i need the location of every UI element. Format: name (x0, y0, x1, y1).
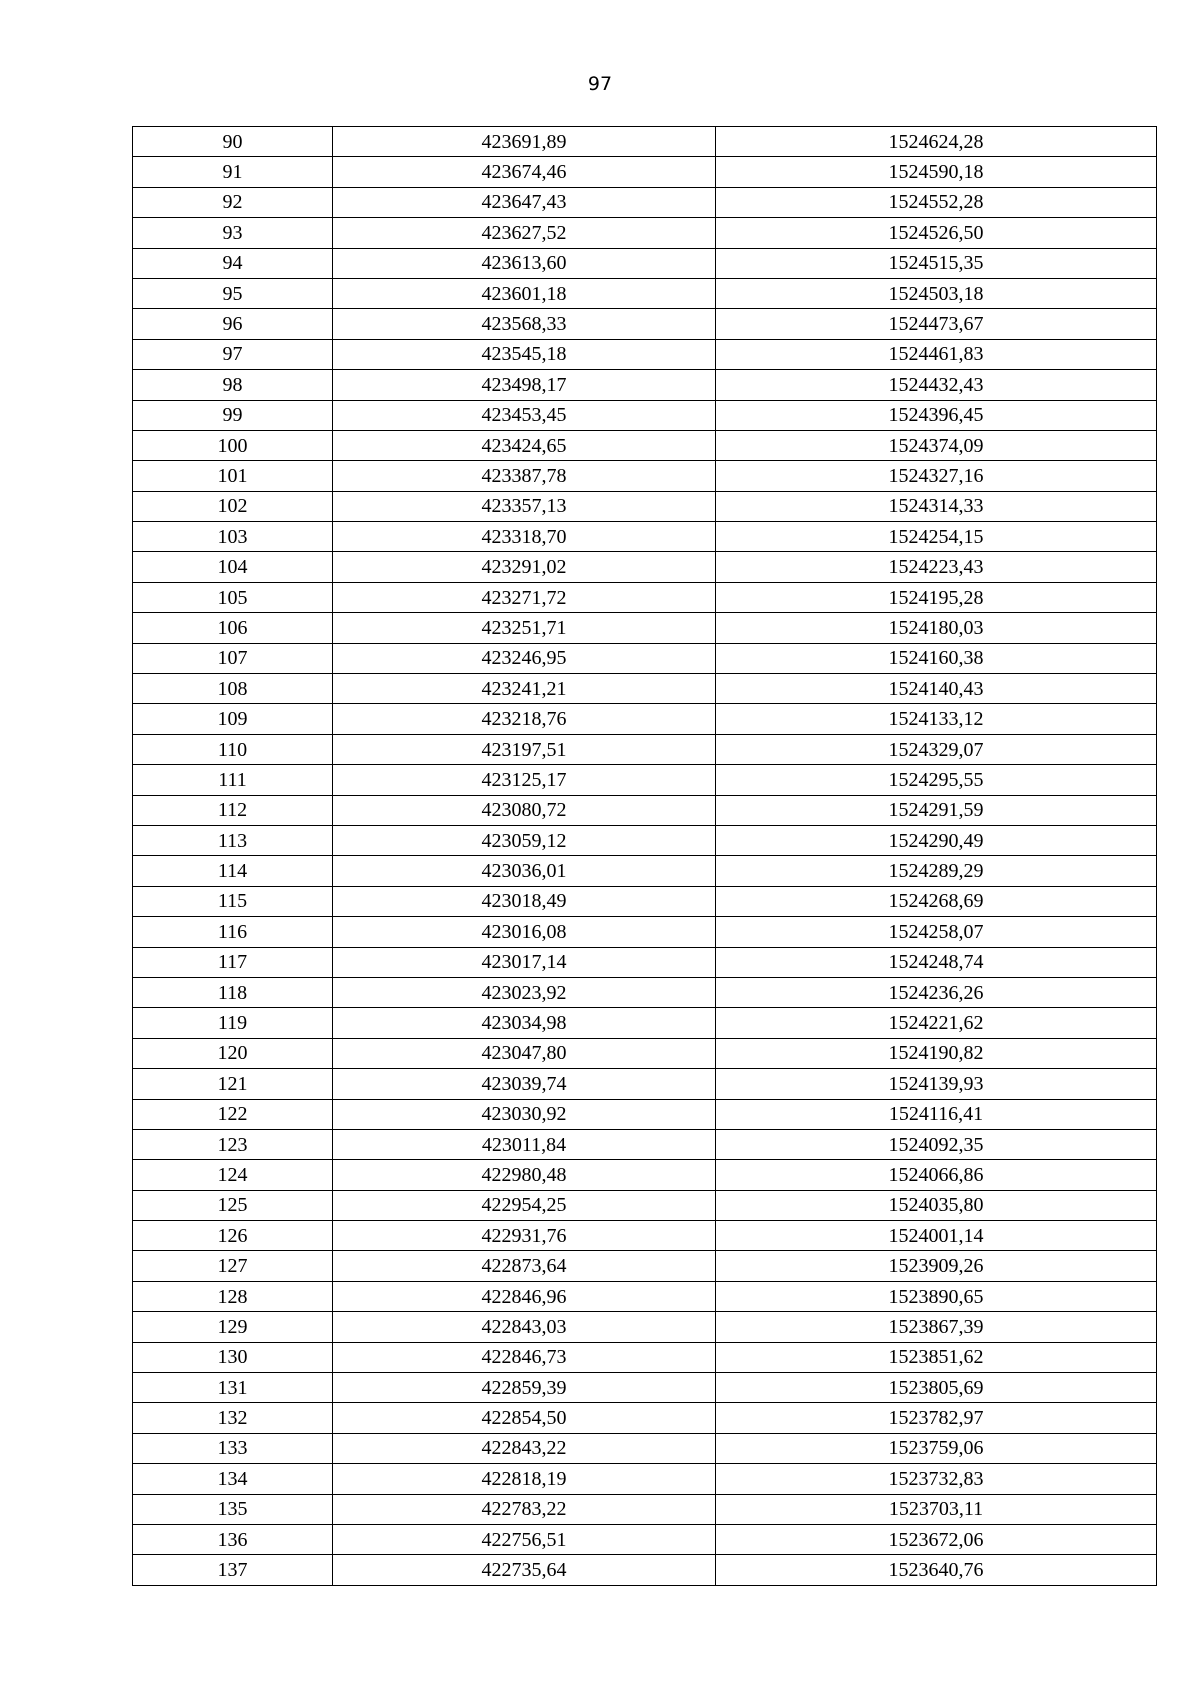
table-row (133, 187, 1157, 217)
point-number-cell: 92 (133, 187, 333, 217)
y-coordinate-cell: 1523890,65 (716, 1281, 1157, 1311)
y-coordinate-cell: 1524295,55 (716, 765, 1157, 795)
table-row (133, 1373, 1157, 1403)
point-number-cell: 132 (133, 1403, 333, 1433)
table-row (133, 370, 1157, 400)
point-number-cell: 103 (133, 522, 333, 552)
table-row (133, 886, 1157, 916)
x-coordinate-cell: 423034,98 (333, 1008, 716, 1038)
table-row (133, 795, 1157, 825)
point-number-cell: 113 (133, 825, 333, 855)
x-coordinate-cell: 423080,72 (333, 795, 716, 825)
y-coordinate-cell: 1524432,43 (716, 370, 1157, 400)
y-coordinate-cell: 1524190,82 (716, 1038, 1157, 1068)
table-row (133, 1251, 1157, 1281)
point-number-cell: 107 (133, 643, 333, 673)
y-coordinate-cell: 1524258,07 (716, 917, 1157, 947)
y-coordinate-cell: 1523805,69 (716, 1373, 1157, 1403)
x-coordinate-cell: 423387,78 (333, 461, 716, 491)
point-number-cell: 119 (133, 1008, 333, 1038)
y-coordinate-cell: 1524461,83 (716, 339, 1157, 369)
table-row (133, 977, 1157, 1007)
table-row (133, 400, 1157, 430)
point-number-cell: 121 (133, 1069, 333, 1099)
y-coordinate-cell: 1524195,28 (716, 582, 1157, 612)
table-row (133, 491, 1157, 521)
x-coordinate-cell: 422735,64 (333, 1555, 716, 1585)
x-coordinate-cell: 423241,21 (333, 674, 716, 704)
y-coordinate-cell: 1524526,50 (716, 218, 1157, 248)
x-coordinate-cell: 423030,92 (333, 1099, 716, 1129)
y-coordinate-cell: 1524503,18 (716, 278, 1157, 308)
x-coordinate-cell: 422843,22 (333, 1433, 716, 1463)
point-number-cell: 134 (133, 1464, 333, 1494)
x-coordinate-cell: 422846,73 (333, 1342, 716, 1372)
point-number-cell: 123 (133, 1129, 333, 1159)
x-coordinate-cell: 423568,33 (333, 309, 716, 339)
table-row (133, 947, 1157, 977)
point-number-cell: 108 (133, 674, 333, 704)
y-coordinate-cell: 1524139,93 (716, 1069, 1157, 1099)
table-row (133, 1069, 1157, 1099)
point-number-cell: 98 (133, 370, 333, 400)
x-coordinate-cell: 423453,45 (333, 400, 716, 430)
point-number-cell: 111 (133, 765, 333, 795)
point-number-cell: 117 (133, 947, 333, 977)
y-coordinate-cell: 1524066,86 (716, 1160, 1157, 1190)
point-number-cell: 127 (133, 1251, 333, 1281)
y-coordinate-cell: 1524248,74 (716, 947, 1157, 977)
x-coordinate-cell: 423613,60 (333, 248, 716, 278)
table-row (133, 309, 1157, 339)
table-row (133, 765, 1157, 795)
y-coordinate-cell: 1524268,69 (716, 886, 1157, 916)
y-coordinate-cell: 1524160,38 (716, 643, 1157, 673)
x-coordinate-cell: 423647,43 (333, 187, 716, 217)
point-number-cell: 129 (133, 1312, 333, 1342)
y-coordinate-cell: 1524290,49 (716, 825, 1157, 855)
x-coordinate-cell: 423125,17 (333, 765, 716, 795)
y-coordinate-cell: 1524396,45 (716, 400, 1157, 430)
x-coordinate-cell: 422846,96 (333, 1281, 716, 1311)
y-coordinate-cell: 1523909,26 (716, 1251, 1157, 1281)
point-number-cell: 97 (133, 339, 333, 369)
point-number-cell: 90 (133, 127, 333, 157)
point-number-cell: 94 (133, 248, 333, 278)
x-coordinate-cell: 423291,02 (333, 552, 716, 582)
x-coordinate-cell: 423251,71 (333, 613, 716, 643)
y-coordinate-cell: 1523703,11 (716, 1494, 1157, 1524)
point-number-cell: 114 (133, 856, 333, 886)
x-coordinate-cell: 423017,14 (333, 947, 716, 977)
table-row (133, 704, 1157, 734)
x-coordinate-cell: 422873,64 (333, 1251, 716, 1281)
y-coordinate-cell: 1523867,39 (716, 1312, 1157, 1342)
y-coordinate-cell: 1524624,28 (716, 127, 1157, 157)
point-number-cell: 125 (133, 1190, 333, 1220)
y-coordinate-cell: 1524327,16 (716, 461, 1157, 491)
x-coordinate-cell: 423036,01 (333, 856, 716, 886)
point-number-cell: 95 (133, 278, 333, 308)
y-coordinate-cell: 1524116,41 (716, 1099, 1157, 1129)
y-coordinate-cell: 1524001,14 (716, 1221, 1157, 1251)
y-coordinate-cell: 1523640,76 (716, 1555, 1157, 1585)
x-coordinate-cell: 423246,95 (333, 643, 716, 673)
x-coordinate-cell: 423691,89 (333, 127, 716, 157)
x-coordinate-cell: 422818,19 (333, 1464, 716, 1494)
y-coordinate-cell: 1523851,62 (716, 1342, 1157, 1372)
point-number-cell: 91 (133, 157, 333, 187)
coordinates-table-body (133, 127, 1157, 1586)
table-row (133, 582, 1157, 612)
x-coordinate-cell: 423271,72 (333, 582, 716, 612)
x-coordinate-cell: 423039,74 (333, 1069, 716, 1099)
y-coordinate-cell: 1524289,29 (716, 856, 1157, 886)
y-coordinate-cell: 1524552,28 (716, 187, 1157, 217)
y-coordinate-cell: 1523782,97 (716, 1403, 1157, 1433)
point-number-cell: 136 (133, 1524, 333, 1554)
point-number-cell: 130 (133, 1342, 333, 1372)
table-row (133, 157, 1157, 187)
table-row (133, 1160, 1157, 1190)
y-coordinate-cell: 1524092,35 (716, 1129, 1157, 1159)
x-coordinate-cell: 422859,39 (333, 1373, 716, 1403)
table-row (133, 552, 1157, 582)
y-coordinate-cell: 1524236,26 (716, 977, 1157, 1007)
table-row (133, 1008, 1157, 1038)
point-number-cell: 110 (133, 734, 333, 764)
table-row (133, 1281, 1157, 1311)
point-number-cell: 124 (133, 1160, 333, 1190)
point-number-cell: 109 (133, 704, 333, 734)
point-number-cell: 131 (133, 1373, 333, 1403)
point-number-cell: 126 (133, 1221, 333, 1251)
y-coordinate-cell: 1524473,67 (716, 309, 1157, 339)
y-coordinate-cell: 1524254,15 (716, 522, 1157, 552)
table-row (133, 643, 1157, 673)
y-coordinate-cell: 1524035,80 (716, 1190, 1157, 1220)
table-row (133, 1494, 1157, 1524)
point-number-cell: 112 (133, 795, 333, 825)
table-row (133, 522, 1157, 552)
table-row (133, 127, 1157, 157)
y-coordinate-cell: 1523732,83 (716, 1464, 1157, 1494)
y-coordinate-cell: 1524314,33 (716, 491, 1157, 521)
point-number-cell: 128 (133, 1281, 333, 1311)
table-row (133, 1221, 1157, 1251)
y-coordinate-cell: 1524221,62 (716, 1008, 1157, 1038)
table-row (133, 1099, 1157, 1129)
table-row (133, 734, 1157, 764)
table-row (133, 1524, 1157, 1554)
point-number-cell: 93 (133, 218, 333, 248)
point-number-cell: 106 (133, 613, 333, 643)
point-number-cell: 104 (133, 552, 333, 582)
x-coordinate-cell: 422931,76 (333, 1221, 716, 1251)
table-row (133, 1555, 1157, 1585)
table-row (133, 1038, 1157, 1068)
point-number-cell: 100 (133, 430, 333, 460)
table-row (133, 674, 1157, 704)
table-row (133, 917, 1157, 947)
y-coordinate-cell: 1524180,03 (716, 613, 1157, 643)
table-row (133, 1312, 1157, 1342)
x-coordinate-cell: 423218,76 (333, 704, 716, 734)
point-number-cell: 120 (133, 1038, 333, 1068)
y-coordinate-cell: 1524329,07 (716, 734, 1157, 764)
y-coordinate-cell: 1524140,43 (716, 674, 1157, 704)
x-coordinate-cell: 423023,92 (333, 977, 716, 1007)
page-number: 97 (587, 73, 613, 95)
table-row (133, 1342, 1157, 1372)
x-coordinate-cell: 422783,22 (333, 1494, 716, 1524)
y-coordinate-cell: 1524133,12 (716, 704, 1157, 734)
x-coordinate-cell: 422756,51 (333, 1524, 716, 1554)
x-coordinate-cell: 423627,52 (333, 218, 716, 248)
x-coordinate-cell: 423545,18 (333, 339, 716, 369)
x-coordinate-cell: 422980,48 (333, 1160, 716, 1190)
table-row (133, 613, 1157, 643)
y-coordinate-cell: 1524374,09 (716, 430, 1157, 460)
point-number-cell: 122 (133, 1099, 333, 1129)
point-number-cell: 135 (133, 1494, 333, 1524)
x-coordinate-cell: 423018,49 (333, 886, 716, 916)
x-coordinate-cell: 423197,51 (333, 734, 716, 764)
x-coordinate-cell: 423424,65 (333, 430, 716, 460)
x-coordinate-cell: 423357,13 (333, 491, 716, 521)
point-number-cell: 96 (133, 309, 333, 339)
point-number-cell: 115 (133, 886, 333, 916)
x-coordinate-cell: 422843,03 (333, 1312, 716, 1342)
x-coordinate-cell: 422954,25 (333, 1190, 716, 1220)
point-number-cell: 116 (133, 917, 333, 947)
table-row (133, 1464, 1157, 1494)
x-coordinate-cell: 423498,17 (333, 370, 716, 400)
point-number-cell: 101 (133, 461, 333, 491)
x-coordinate-cell: 422854,50 (333, 1403, 716, 1433)
table-row (133, 1403, 1157, 1433)
table-row (133, 1433, 1157, 1463)
point-number-cell: 99 (133, 400, 333, 430)
point-number-cell: 137 (133, 1555, 333, 1585)
y-coordinate-cell: 1524515,35 (716, 248, 1157, 278)
point-number-cell: 105 (133, 582, 333, 612)
y-coordinate-cell: 1523759,06 (716, 1433, 1157, 1463)
y-coordinate-cell: 1523672,06 (716, 1524, 1157, 1554)
x-coordinate-cell: 423016,08 (333, 917, 716, 947)
y-coordinate-cell: 1524590,18 (716, 157, 1157, 187)
table-row (133, 825, 1157, 855)
x-coordinate-cell: 423047,80 (333, 1038, 716, 1068)
point-number-cell: 133 (133, 1433, 333, 1463)
table-row (133, 430, 1157, 460)
table-row (133, 1190, 1157, 1220)
table-row (133, 1129, 1157, 1159)
x-coordinate-cell: 423674,46 (333, 157, 716, 187)
x-coordinate-cell: 423601,18 (333, 278, 716, 308)
coordinates-table (132, 126, 1157, 1586)
x-coordinate-cell: 423011,84 (333, 1129, 716, 1159)
table-row (133, 856, 1157, 886)
table-row (133, 339, 1157, 369)
x-coordinate-cell: 423059,12 (333, 825, 716, 855)
y-coordinate-cell: 1524291,59 (716, 795, 1157, 825)
table-row (133, 248, 1157, 278)
table-row (133, 461, 1157, 491)
x-coordinate-cell: 423318,70 (333, 522, 716, 552)
point-number-cell: 118 (133, 977, 333, 1007)
point-number-cell: 102 (133, 491, 333, 521)
table-row (133, 278, 1157, 308)
table-row (133, 218, 1157, 248)
y-coordinate-cell: 1524223,43 (716, 552, 1157, 582)
